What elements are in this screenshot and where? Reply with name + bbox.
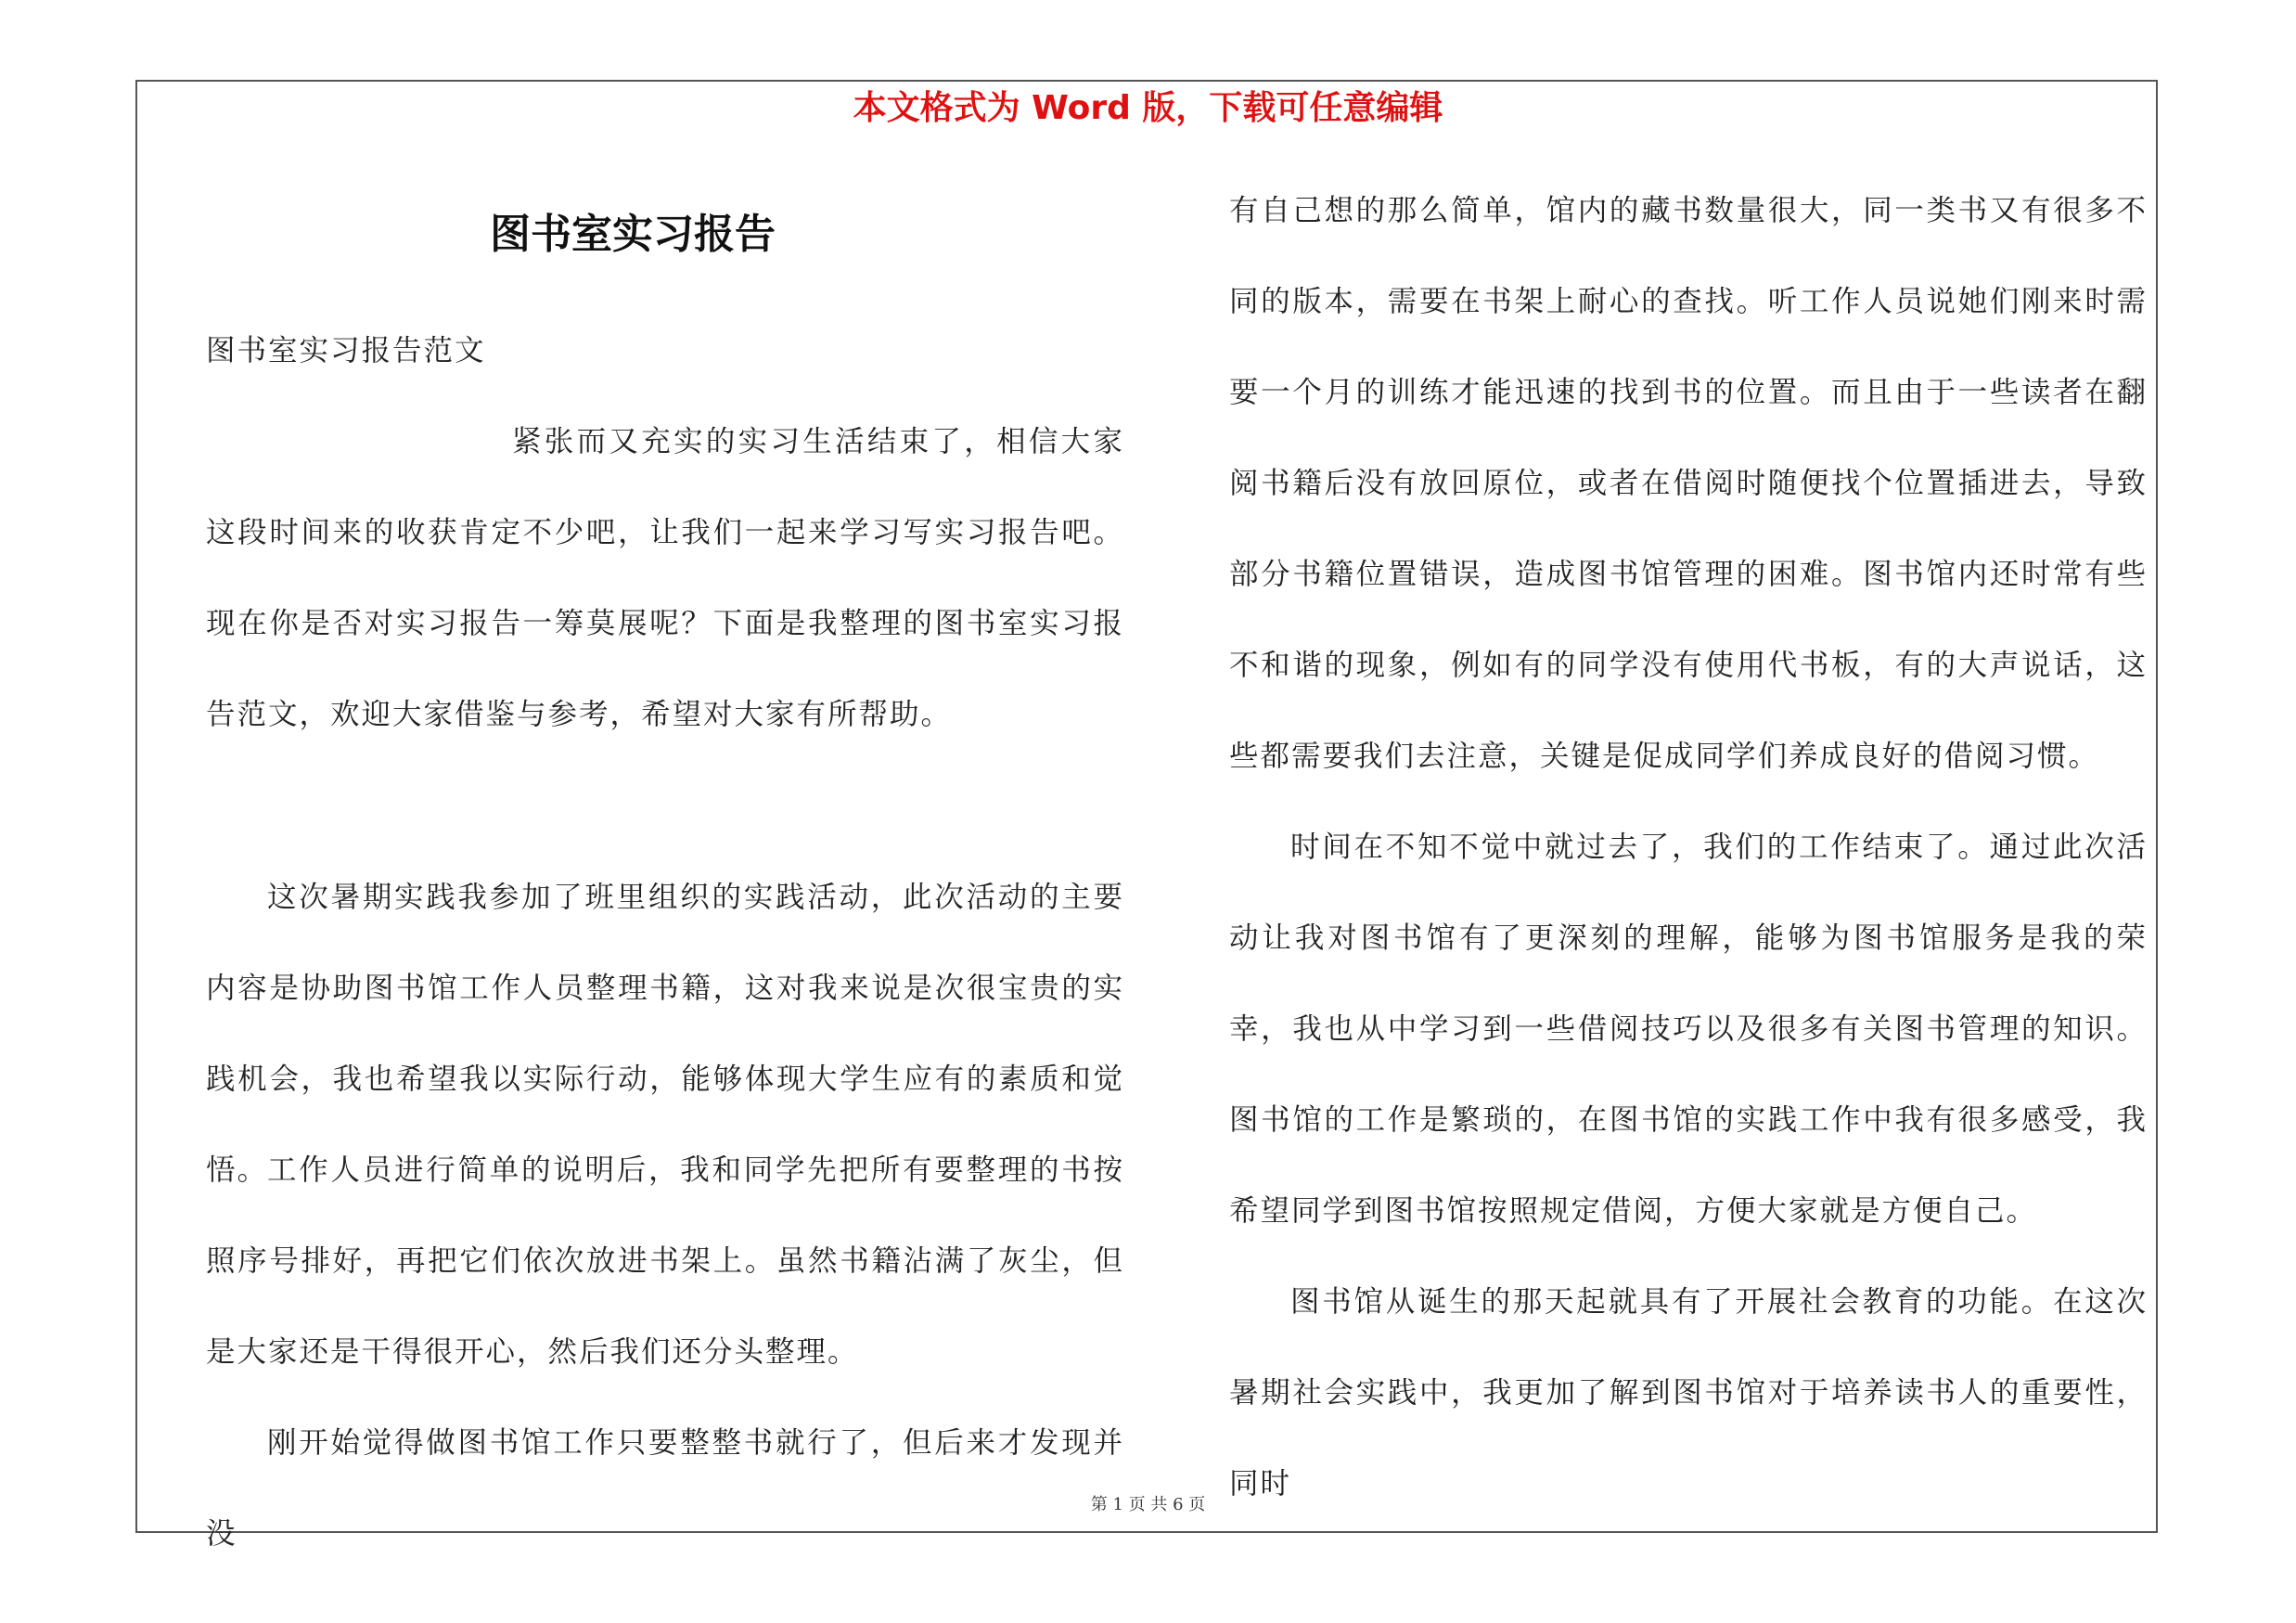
document-subtitle: 图书室实习报告范文 <box>206 334 486 367</box>
intro-paragraph: 紧张而又充实的实习生活结束了，相信大家这段时间来的收获肯定不少吧，让我们一起来学习写实习报告吧。现在你是否对实习报告一筹莫展呢？下面是我整理的图书室实习报告范文，欢迎大家借鉴与参考，希望对大家有所帮助。 <box>206 425 1124 731</box>
body-paragraph-4: 时间在不知不觉中就过去了，我们的工作结束了。通过此次活动让我对图书馆有了更深刻的理解，能够为图书馆服务是我的荣幸，我也从中学习到一些借阅技巧以及很多有关图书管理的知识。图书馆的工作是繁琐的，在图书馆的实践工作中我有很多感受，我希望同学到图书馆按照规定借阅，方便大家就是方便自己。 <box>1229 831 2148 1228</box>
body-paragraph-3-continued: 有自己想的那么简单，馆内的藏书数量很大，同一类书又有很多不同的版本，需要在书架上耐心的查找。听工作人员说她们刚来时需要一个月的训练才能迅速的找到书的位置。而且由于一些读者在翻阅书籍后没有放回原位，或者在借阅时随便找个位置插进去，导致部分书籍位置错误，造成图书馆管理的困难。图书馆内还时常有些不和谐的现象，例如有的同学没有使用代书板，有的大声说话，这些都需要我们去注意，关键是促成同学们养成良好的借阅习惯。 <box>1229 194 2148 773</box>
body-paragraph-3-start: 刚开始觉得做图书馆工作只要整整书就行了，但后来才发现并没 <box>206 1426 1124 1551</box>
page-number-footer: 第 1 页 共 6 页 <box>1090 1495 1206 1514</box>
body-paragraph-5: 图书馆从诞生的那天起就具有了开展社会教育的功能。在这次暑期社会实践中，我更加了解到图书馆对于培养读书人的重要性，同时 <box>1229 1285 2148 1501</box>
document-title: 图书室实习报告 <box>490 211 776 258</box>
body-paragraph-1: 这次暑期实践我参加了班里组织的实践活动，此次活动的主要内容是协助图书馆工作人员整理书籍，这对我来说是次很宝贵的实践机会，我也希望我以实际行动，能够体现大学生应有的素质和觉悟。 <box>206 881 1124 1187</box>
editable-format-banner: 本文格式为 Word 版，下载可任意编辑 <box>853 89 1443 127</box>
body-paragraph-2: 工作人员进行简单的说明后，我和同学先把所有要整理的书按照序号排好，再把它们依次放进书架上。虽然书籍沾满了灰尘，但是大家还是干得很开心，然后我们还分头整理。 <box>206 1153 1124 1369</box>
